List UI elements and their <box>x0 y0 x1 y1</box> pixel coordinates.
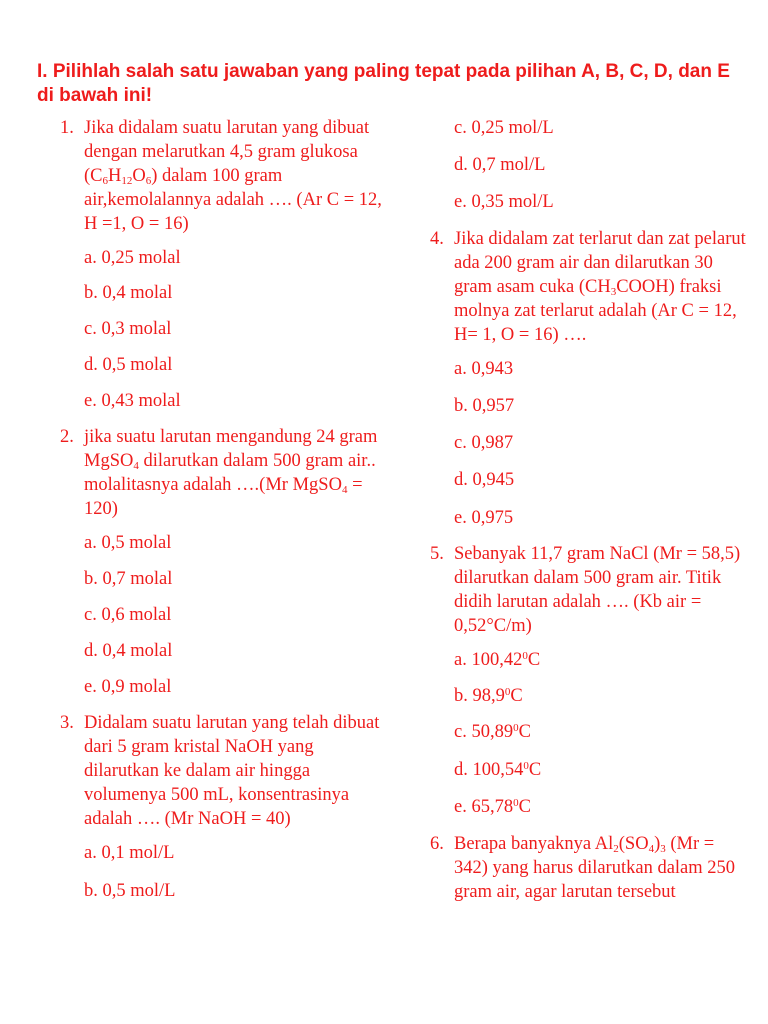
answer-options <box>84 841 390 903</box>
option-c[interactable]: c. 0,6 molal <box>84 605 172 625</box>
answer-options <box>84 246 390 413</box>
option-c[interactable]: c. 0,987 <box>454 433 514 453</box>
question-text: Jika didalam zat terlarut dan zat pelarut ada 200 gram air dan dilarutkan 30 gram asam cuka $(CH_3COOH)$ fraksi molnya zat terlarut adalah (Ar C = 12, H= 1, O = 16) …. <box>454 229 746 345</box>
option-a[interactable]: a. 0,943 <box>454 359 514 379</box>
option-c[interactable]: c. 0,25 mol/L <box>454 118 554 138</box>
option-b[interactable]: b. 0,957 <box>454 396 515 416</box>
instructions-heading: I. Pilihlah salah satu jawaban yang paling tepat pada pilihan A, B, C, D, dan E di bawah ini! <box>37 61 730 106</box>
question-text: jika suatu larutan mengandung 24 gram MgSO$_4$ dilarutkan dalam 500 gram air.. molalitasnya adalah ….(Mr MgSO$_4$ = 120) <box>84 427 378 519</box>
option-e[interactable]: e. 0,43 molal <box>84 391 181 411</box>
option-c[interactable]: c. 50,89$^0$C <box>454 722 531 742</box>
left-column <box>60 116 390 903</box>
question-2 <box>60 425 390 521</box>
question-text: Jika didalam suatu larutan yang dibuat dengan melarutkan 4,5 gram glukosa $(C_6H_{12}O_6)$ dalam 100 gram air,kemolalannya adalah …. (Ar C = 12, H =1, O = 16) <box>84 118 382 234</box>
option-a[interactable]: a. 100,42$^0$C <box>454 650 541 670</box>
question-number: 3. <box>60 713 74 733</box>
question-number: 5. <box>430 544 444 564</box>
option-b[interactable]: b. 0,7 molal <box>84 569 173 589</box>
question-number: 6. <box>430 834 444 854</box>
option-b[interactable]: b. 0,4 molal <box>84 283 173 303</box>
option-b[interactable]: b. 0,5 mol/L <box>84 881 176 901</box>
option-d[interactable]: d. 100,54$^0$C <box>454 760 542 780</box>
option-e[interactable]: e. 65,78$^0$C <box>454 797 531 817</box>
question-number: 2. <box>60 427 74 447</box>
question-text: Berapa banyaknya $Al_2(SO_4)_3$ (Mr = 342) yang harus dilarutkan dalam 250 gram air, agar larutan tersebut <box>454 834 736 902</box>
question-6 <box>430 832 750 904</box>
question-text: Sebanyak 11,7 gram NaCl (Mr = 58,5) dilarutkan dalam 500 gram air. Titik didih larutan adalah …. (Kb air = 0,52°C/m) <box>454 544 741 636</box>
question-1 <box>60 116 390 236</box>
option-c[interactable]: c. 0,3 molal <box>84 319 172 339</box>
right-column <box>430 116 750 904</box>
option-e[interactable]: e. 0,9 molal <box>84 677 172 697</box>
option-e[interactable]: e. 0,975 <box>454 508 514 528</box>
option-a[interactable]: a. 0,5 molal <box>84 533 172 553</box>
answer-options <box>84 531 390 699</box>
option-b[interactable]: b. 98,9$^0$C <box>454 686 523 706</box>
option-d[interactable]: d. 0,7 mol/L <box>454 155 546 175</box>
option-d[interactable]: d. 0,945 <box>454 470 515 490</box>
option-d[interactable]: d. 0,4 molal <box>84 641 173 661</box>
question-5 <box>430 542 750 638</box>
answer-options <box>454 648 750 819</box>
question-number: 4. <box>430 229 444 249</box>
question-4 <box>430 227 750 347</box>
question-number: 1. <box>60 118 74 138</box>
answer-options <box>454 116 750 214</box>
option-e[interactable]: e. 0,35 mol/L <box>454 192 554 212</box>
answer-options <box>454 357 750 530</box>
question-text: Didalam suatu larutan yang telah dibuat dari 5 gram kristal NaOH yang dilarutkan ke dalam air hingga volumenya 500 mL, konsentrasinya adalah …. (Mr NaOH = 40) <box>84 713 380 829</box>
option-a[interactable]: a. 0,1 mol/L <box>84 843 175 863</box>
option-a[interactable]: a. 0,25 molal <box>84 248 181 268</box>
question-3 <box>60 711 390 831</box>
option-d[interactable]: d. 0,5 molal <box>84 355 173 375</box>
